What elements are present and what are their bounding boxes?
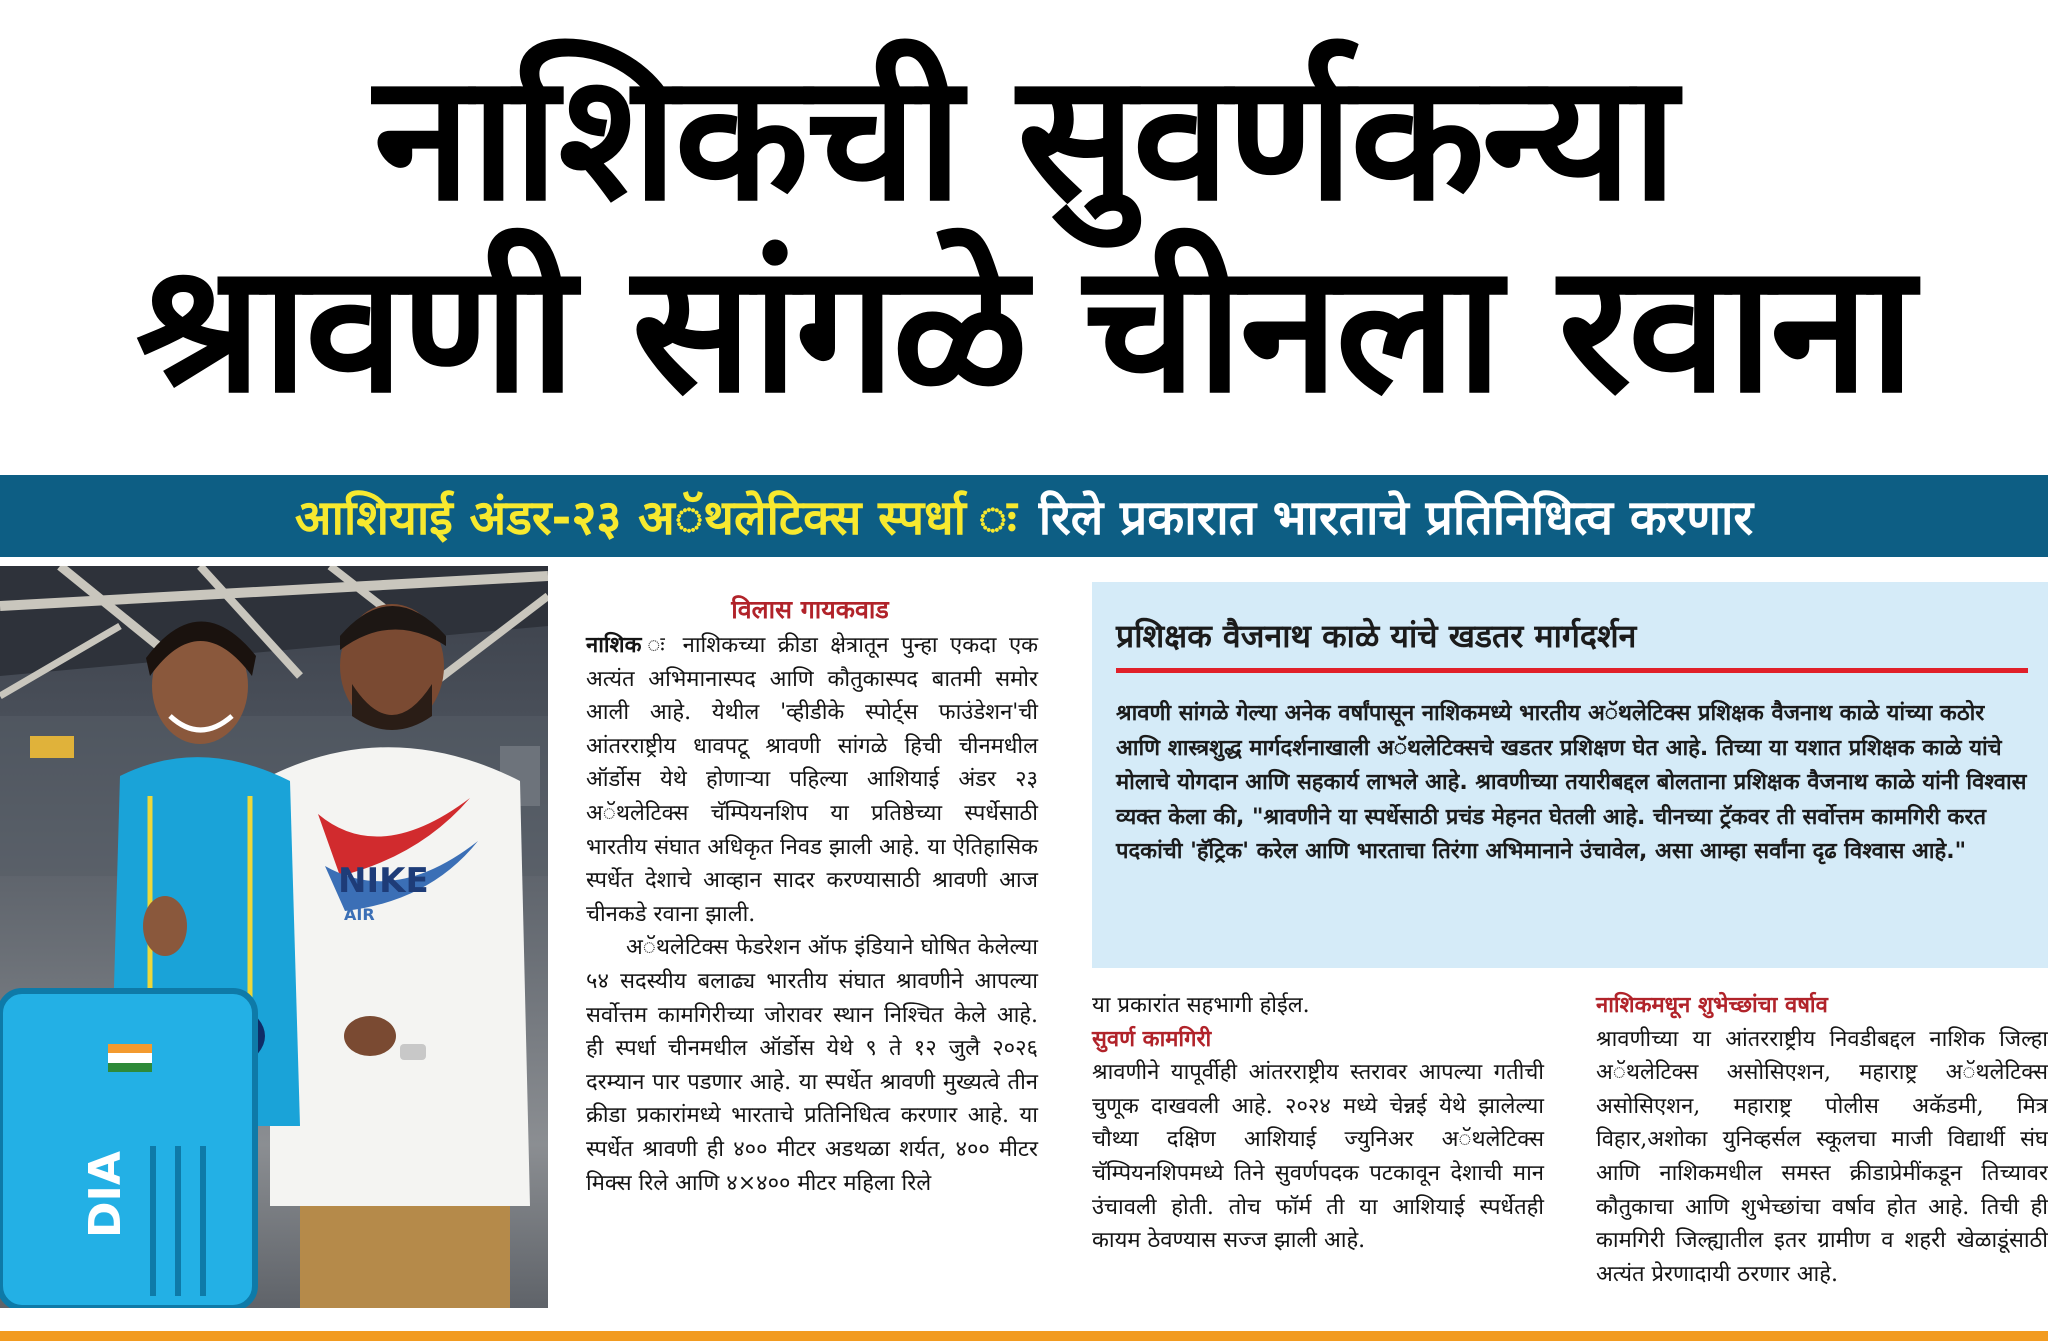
- article-col3: [1596, 989, 2048, 1291]
- bottom-rule: [0, 1331, 2048, 1341]
- bag-print-dia: DIA: [80, 1151, 131, 1238]
- shirt-print-nike: NIKE: [338, 861, 429, 901]
- article-paragraph-4: श्रावणीच्या या आंतरराष्ट्रीय निवडीबद्दल नाशिक जिल्हा अॅथलेटिक्स असोसिएशन, महाराष्ट्र अॅथलेटिक्स असोसिएशन, महाराष्ट्र पोलीस अकॅडमी, मित्र विहार,अशोका युनिव्हर्सल स्कूलचा माजी विद्यार्थी संघ आणि नाशिकमधील समस्त क्रीडाप्रेमींकडून तिच्यावर कौतुकाचा आणि शुभेच्छांचा वर्षाव होत आहे. तिची ही कामगिरी जिल्ह्यातील इतर ग्रामीण व शहरी खेळाडूंसाठी अत्यंत प्रेरणादायी ठरणार आहे.: [1596, 1026, 2048, 1287]
- article-paragraph-2: अॅथलेटिक्स फेडरेशन ऑफ इंडियाने घोषित केलेल्या ५४ सदस्यीय बलाढ्य भारतीय संघात श्रावणीने आपल्या सर्वोत्तम कामगिरीच्या जोरावर स्थान निश्चित केले आहे. ही स्पर्धा चीनमधील ऑर्डोस येथे ९ ते १२ जुलै २०२६ दरम्यान पार पडणार आहे. या स्पर्धेत श्रावणी मुख्यत्वे तीन क्रीडा प्रकारांमध्ये भारताचे प्रतिनिधित्व करणार आहे. या स्पर्धेत श्रावणी ही ४०० मीटर अडथळा शर्यत, ४०० मीटर मिक्स रिले आणि ४×४०० मीटर महिला रिले: [586, 935, 1038, 1196]
- article-paragraph-1: [586, 629, 1038, 931]
- article-paragraph-1-text: ः नाशिकच्या क्रीडा क्षेत्रातून पुन्हा एकदा एक अत्यंत अभिमानास्पद आणि कौतुकास्पद बातमी समोर आली आहे. येथील 'व्हीडीके स्पोर्ट्स फाउंडेशन'ची आंतरराष्ट्रीय धावपटू श्रावणी सांगळे हिची चीनमधील ऑर्डोस येथे होणाऱ्या पहिल्या आशियाई अंडर २३ अॅथलेटिक्स चॅम्पियनशिप या प्रतिष्ठेच्या स्पर्धेसाठी भारतीय संघात अधिकृत निवड झाली आहे. या ऐतिहासिक स्पर्धेत देशाचे आव्हान सादर करण्यासाठी श्रावणी आज चीनकडे रवाना झाली.: [586, 633, 1039, 927]
- subheading-wishes: नाशिकमधून शुभेच्छांचा वर्षाव: [1596, 993, 1828, 1018]
- coach-box-divider: [1116, 668, 2028, 673]
- photo-panel: [0, 566, 548, 1308]
- shirt-print-air: AIR: [344, 905, 375, 924]
- subheading-gold-performance: सुवर्ण कामगिरी: [1092, 1026, 1212, 1052]
- headline-block: [0, 0, 2048, 470]
- dateline: नाशिक: [586, 633, 642, 658]
- article-col2: [1092, 989, 1544, 1258]
- athlete-photo: [0, 566, 548, 1308]
- coach-box-title: प्रशिक्षक वैजनाथ काळे यांचे खडतर मार्गदर्शन: [1116, 617, 1637, 655]
- coach-box-body: श्रावणी सांगळे गेल्या अनेक वर्षांपासून नाशिकमध्ये भारतीय अॅथलेटिक्स प्रशिक्षक वैजनाथ काळे यांच्या कठोर आणि शास्त्रशुद्ध मार्गदर्शनाखाली अॅथलेटिक्सचे खडतर प्रशिक्षण घेत आहे. तिच्या या यशात प्रशिक्षक काळे यांचे मोलाचे योगदान आणि सहकार्य लाभले आहे. श्रावणीच्या तयारीबद्दल बोलताना प्रशिक्षक वैजनाथ काळे यांनी विश्वास व्यक्त केला की, "श्रावणीने या स्पर्धेसाठी प्रचंड मेहनत घेतली आहे. चीनच्या ट्रॅकवर ती सर्वोत्तम कामगिरी करत पदकांची 'हॅट्रिक' करेल आणि भारताचा तिरंगा अभिमानाने उंचावेल, असा आम्हा सर्वांना दृढ विश्वास आहे.": [1116, 701, 2027, 864]
- byline: विलास गायकवाड: [731, 595, 889, 624]
- headline-line-1: नाशिकची सुवर्णकन्या: [373, 37, 1675, 241]
- headline-line-2: श्रावणी सांगळे चीनला रवाना: [135, 225, 1913, 433]
- article-paragraph-2-continued: या प्रकारांत सहभागी होईल.: [1092, 993, 1310, 1018]
- article-col1: [586, 629, 1038, 1200]
- coach-box: [1092, 582, 2048, 968]
- subhead-text: रिले प्रकारात भारताचे प्रतिनिधित्व करणार: [1038, 489, 1754, 546]
- subhead-label: आशियाई अंडर-२३ अॅथलेटिक्स स्पर्धा ः: [294, 489, 1017, 546]
- article-paragraph-3: श्रावणीने यापूर्वीही आंतरराष्ट्रीय स्तरावर आपल्या गतीची चुणूक दाखवली आहे. २०२४ मध्ये चेन्नई येथे झालेल्या चौथ्या दक्षिण आशियाई ज्युनिअर अॅथलेटिक्स चॅम्पियनशिपमध्ये तिने सुवर्णपदक पटकावून देशाची मान उंचावली होती. तोच फॉर्म ती या आशियाई स्पर्धेतही कायम ठेवण्यास सज्ज झाली आहे.: [1092, 1060, 1544, 1254]
- subhead-band: [0, 475, 2048, 557]
